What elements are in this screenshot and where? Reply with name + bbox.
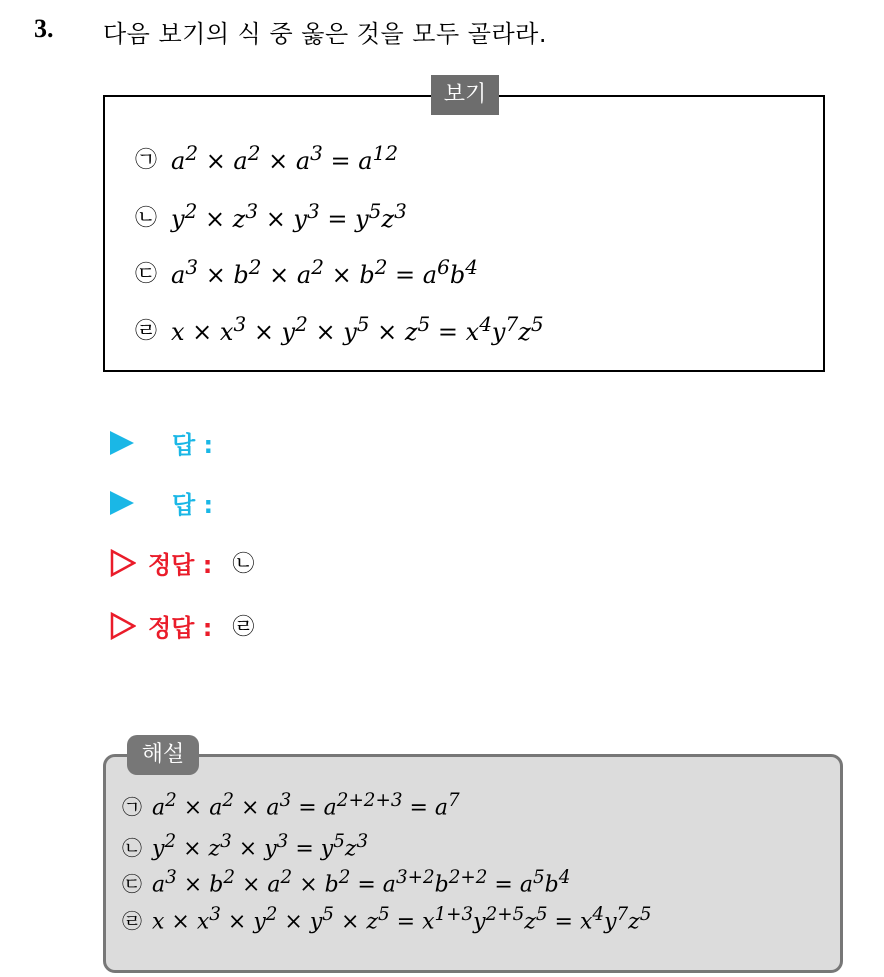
solution-item-marker: ㉣ [122, 908, 142, 933]
bogi-item [135, 141, 398, 175]
solution-label: 해설 [127, 735, 199, 775]
question-number: 3. [34, 14, 54, 43]
bogi-item-expression: $a^2 \times a^2 \times a^3 = a^{12}$ [171, 141, 399, 175]
correct-answer-label: 정답 : [148, 614, 213, 642]
bogi-item-expression: $x \times x^3 \times y^2 \times y^5 \times z^5 = x^4y^7z^5$ [171, 312, 544, 346]
correct-answer-row [110, 608, 254, 643]
correct-answer-row [110, 545, 254, 580]
bogi-item-marker: ㉡ [135, 205, 158, 231]
solution-item [122, 904, 651, 934]
bogi-item [135, 312, 544, 346]
bogi-item-marker: ㉢ [135, 261, 158, 287]
answer-blank-label: 답 : [172, 431, 214, 459]
solution-item-marker: ㉢ [122, 871, 142, 896]
outline-triangle-icon [110, 612, 136, 640]
filled-triangle-icon [110, 491, 134, 515]
bogi-item-marker: ㉣ [135, 318, 158, 344]
bogi-item [135, 255, 478, 289]
solution-item-expression: $x \times x^3 \times y^2 \times y^5 \times z^5 = x^{1+3}y^{2+5}z^5 = x^4y^7z^5$ [152, 904, 652, 935]
solution-box [103, 754, 843, 973]
bogi-item [135, 199, 407, 233]
solution-item-marker: ㉡ [122, 835, 142, 860]
solution-item [122, 790, 460, 820]
solution-item-expression: $a^3 \times b^2 \times a^2 \times b^2 = a^{3+2}b^{2+2} = a^5b^4$ [152, 867, 571, 898]
bogi-item-expression: $a^3 \times b^2 \times a^2 \times b^2 = a^6b^4$ [171, 255, 478, 289]
correct-answer-value: ㉣ [232, 615, 255, 640]
question-text: 다음 보기의 식 중 옳은 것을 모두 골라라. [103, 20, 547, 48]
correct-answer-value: ㉡ [232, 552, 255, 577]
solution-item [122, 831, 368, 861]
solution-item-marker: ㉠ [122, 794, 142, 819]
answer-blank-row [110, 485, 213, 520]
answer-blank-label: 답 : [172, 491, 214, 519]
outline-triangle-icon [110, 549, 136, 577]
solution-item [122, 867, 570, 897]
solution-item-expression: $y^2 \times z^3 \times y^3 = y^5z^3$ [152, 831, 369, 862]
solution-item-expression: $a^2 \times a^2 \times a^3 = a^{2+2+3} = a^7$ [152, 790, 460, 821]
correct-answer-label: 정답 : [148, 551, 213, 579]
bogi-label: 보기 [431, 75, 499, 115]
filled-triangle-icon [110, 431, 134, 455]
answer-blank-row [110, 425, 213, 460]
bogi-item-marker: ㉠ [135, 147, 158, 173]
bogi-item-expression: $y^2 \times z^3 \times y^3 = y^5z^3$ [171, 199, 407, 233]
